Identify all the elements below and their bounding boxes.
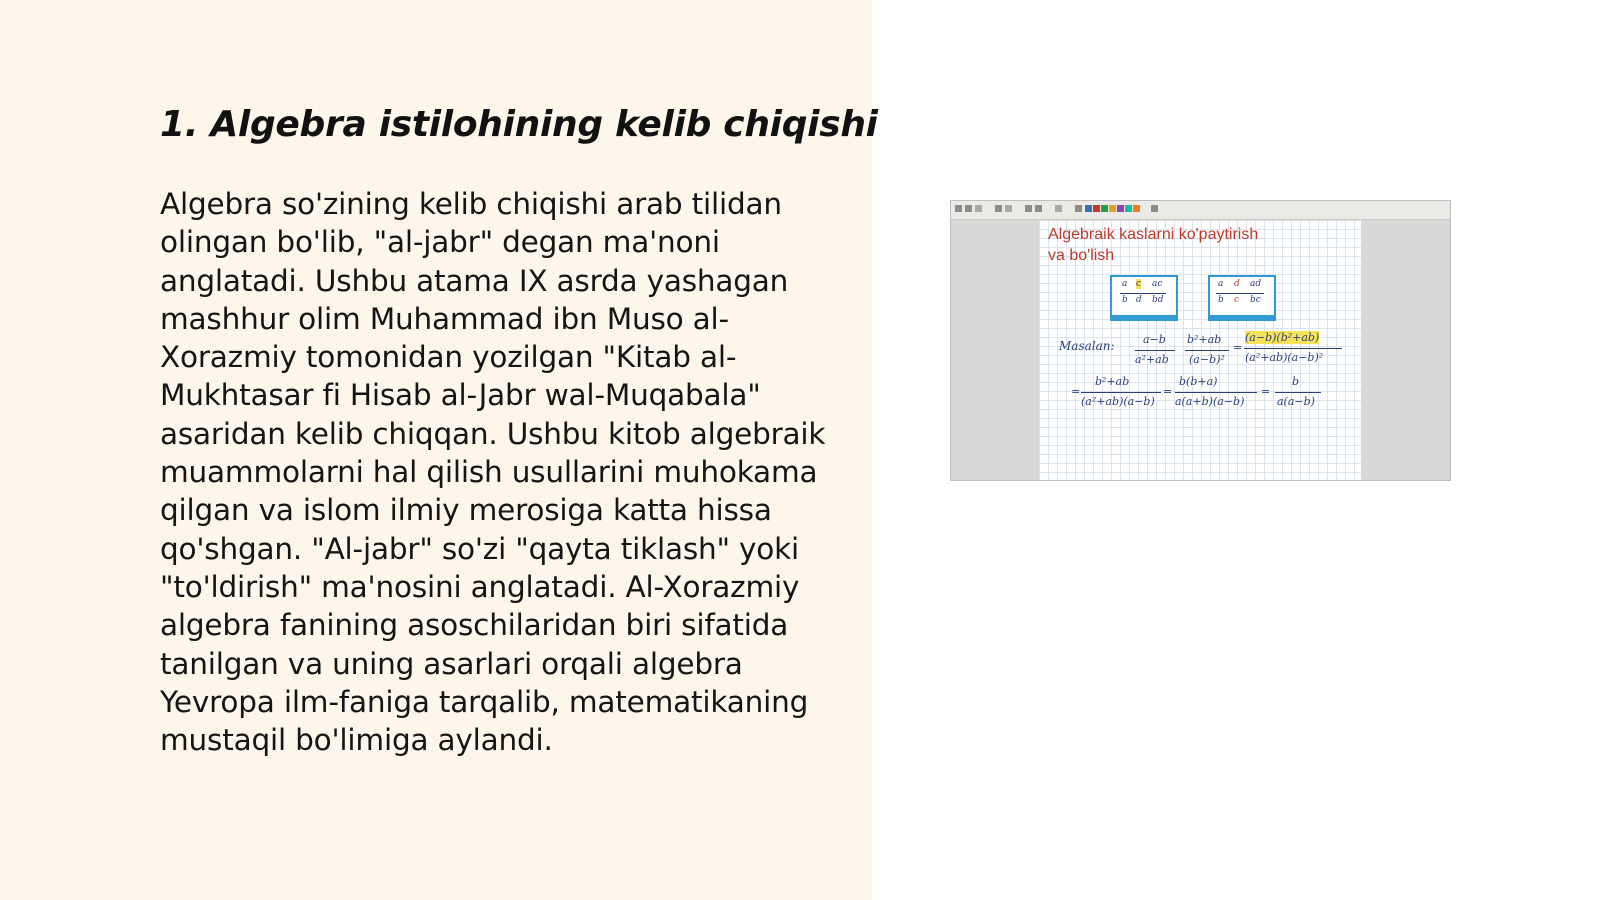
slide-title: 1. Algebra istilohining kelib chiqishi <box>160 104 878 145</box>
equals-sign: = <box>1163 385 1173 398</box>
rule-box-divide <box>1208 275 1276 317</box>
fraction-bar <box>1081 392 1161 393</box>
frac-numerator: d <box>1234 279 1240 289</box>
fraction-bar <box>1275 392 1321 393</box>
whiteboard-heading-line1: Algebraik kaslarni ko'paytirish <box>1048 226 1259 243</box>
frac-numerator: b²+ab <box>1187 333 1222 346</box>
example-label: Masalan: <box>1059 339 1115 353</box>
frac-denominator: a(a+b)(a−b) <box>1175 395 1245 408</box>
toolbar-icon <box>1055 205 1062 212</box>
toolbar-icon <box>965 205 972 212</box>
fraction-bar <box>1185 350 1229 351</box>
color-swatch-icon <box>1133 205 1140 212</box>
color-swatch-icon <box>1125 205 1132 212</box>
embedded-screenshot <box>950 200 1451 481</box>
fraction-bar <box>1216 293 1264 294</box>
equals-sign: = <box>1233 341 1243 354</box>
frac-numerator: b(b+a) <box>1179 375 1218 388</box>
frac-denominator: b <box>1218 295 1224 305</box>
color-swatch-icon <box>1085 205 1092 212</box>
frac-numerator: ac <box>1152 279 1163 289</box>
frac-numerator: a−b <box>1143 333 1166 346</box>
equals-sign: = <box>1071 385 1081 398</box>
frac-denominator: a(a−b) <box>1277 395 1315 408</box>
frac-denominator: bd <box>1152 295 1164 305</box>
frac-denominator: c <box>1234 295 1240 305</box>
whiteboard-grid <box>1039 220 1361 481</box>
frac-denominator: bc <box>1250 295 1261 305</box>
color-swatch-icon <box>1101 205 1108 212</box>
frac-numerator: b²+ab <box>1095 375 1130 388</box>
frac-denominator: d <box>1136 295 1142 305</box>
equals-sign: = <box>1261 385 1271 398</box>
fraction-bar <box>1135 350 1175 351</box>
frac-denominator: (a²+ab)(a−b)² <box>1245 351 1324 364</box>
frac-numerator: a <box>1122 279 1128 289</box>
toolbar-icon <box>1025 205 1032 212</box>
slide-body-text: Algebra so'zining kelib chiqishi arab tilidan olingan bo'lib, "al-jabr" degan ma'noni anglatadi. Ushbu atama IX asrda yashagan mashhur olim Muhammad ibn Muso al-Xorazmiy tomonidan yozilgan "Kitab al-Mukhtasar fi Hisab al-Jabr wal-Muqabala" asaridan kelib chiqqan. Ushbu kitob algebraik muammolarni hal qilish usullarini muhokama qilgan va islom ilmiy merosiga katta hissa qo'shgan. "Al-jabr" so'zi "qayta tiklash" yoki "to'ldirish" ma'nosini anglatadi. Al-Xorazmiy algebra fanining asoschilaridan biri sifatida tanilgan va uning asarlari orqali algebra Yevropa ilm-faniga tarqalib, matematikaning mustaqil bo'limiga aylandi. <box>160 187 826 758</box>
toolbar-icon <box>995 205 1002 212</box>
toolbar-icon <box>1035 205 1042 212</box>
fraction-bar <box>1120 293 1166 294</box>
color-swatch-icon <box>1117 205 1124 212</box>
toolbar-icon <box>955 205 962 212</box>
whiteboard-heading-line2: va bo'lish <box>1048 247 1115 264</box>
frac-denominator: a²+ab <box>1135 353 1169 366</box>
color-swatch-icon <box>1109 205 1116 212</box>
color-swatch-icon <box>1093 205 1100 212</box>
toolbar-icon <box>975 205 982 212</box>
toolbar-icon <box>1005 205 1012 212</box>
frac-numerator: ad <box>1250 279 1262 289</box>
frac-denominator: (a²+ab)(a−b) <box>1081 395 1155 408</box>
frac-numerator: (a−b)(b²+ab) <box>1245 331 1320 344</box>
frac-denominator: b <box>1122 295 1128 305</box>
frac-numerator: a <box>1218 279 1224 289</box>
fraction-bar <box>1244 348 1342 349</box>
toolbar-icon <box>1151 205 1158 212</box>
frac-numerator: b <box>1292 375 1300 388</box>
whiteboard-heading <box>1048 224 1308 266</box>
fraction-bar <box>1175 392 1257 393</box>
screenshot-toolbar <box>951 201 1450 220</box>
rule-box-multiply <box>1110 275 1178 317</box>
toolbar-icon <box>1075 205 1082 212</box>
frac-numerator: c <box>1136 279 1142 289</box>
frac-denominator: (a−b)² <box>1189 353 1225 366</box>
